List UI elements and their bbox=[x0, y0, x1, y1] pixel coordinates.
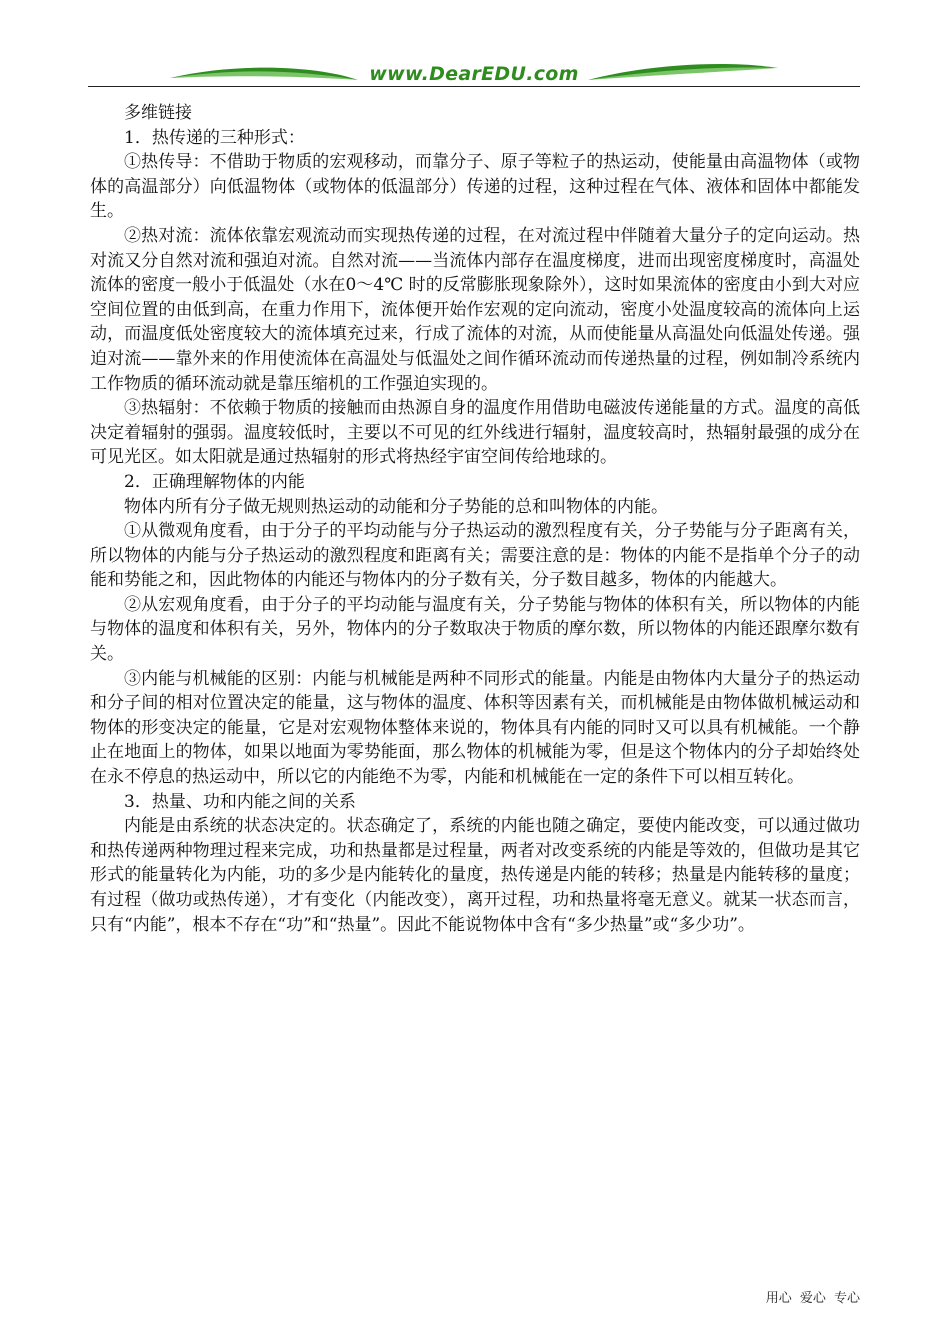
section-heading-internal-energy: 2．正确理解物体的内能 bbox=[124, 471, 305, 492]
paragraph-macroscopic-view: ②从宏观角度看，由于分子的平均动能与温度有关，分子势能与物体的体积有关，所以物体的内能与物体的温度和体积有关，另外，物体内的分子数取决于物质的摩尔数，所以物体的内能还跟摩尔数有关。 bbox=[90, 594, 860, 665]
page-footer: 用心 爱心 专心 bbox=[765, 1291, 860, 1306]
section-heading-heat-transfer: 1．热传递的三种形式： bbox=[124, 127, 305, 148]
paragraph-heat-convection: ②热对流：流体依靠宏观流动而实现热传递的过程，在对流过程中伴随着大量分子的定向运动。热对流又分自然对流和强迫对流。自然对流——当流体内部存在温度梯度，进而出现密度梯度时，高温处流体的密度一般小于低温处（水在0～4℃ 时的反常膨胀现象除外），这时如果流体的密度由小到大对应空间位置的由低到高，在重力作用下，流体便开始作宏观的定向流动，密度小处温度较高的流体向上运动，而温度低处密度较大的流体填充过来，行成了流体的对流，从而使能量从高温处向低温处传递。强迫对流——靠外来的作用使流体在高温处与低温处之间作循环流动而传递热量的过程，例如制冷系统内工作物质的循环流动就是靠压缩机的工作强迫实现的。 bbox=[90, 225, 860, 394]
paragraph-microscopic-view: ①从微观角度看，由于分子的平均动能与分子热运动的激烈程度有关，分子势能与分子距离有关，所以物体的内能与分子热运动的激烈程度和距离有关；需要注意的是：物体的内能不是指单个分子的动能和势能之和，因此物体的内能还与物体内的分子数有关，分子数目越多，物体的内能越大。 bbox=[90, 521, 860, 591]
article-body bbox=[90, 101, 860, 937]
paragraph-heat-conduction: ①热传导：不借助于物质的宏观移动，而靠分子、原子等粒子的热运动，使能量由高温物体（或物体的高温部分）向低温物体（或物体的低温部分）传递的过程，这种过程在气体、液体和固体中都能发生。 bbox=[90, 152, 860, 222]
paragraph-internal-energy-definition: 物体内所有分子做无规则热运动的动能和分子势能的总和叫物体的内能。 bbox=[124, 496, 668, 517]
paragraph-heat-radiation: ③热辐射：不依赖于物质的接触而由热源自身的温度作用借助电磁波传递能量的方式。温度的高低决定着辐射的强弱。温度较低时，主要以不可见的红外线进行辐射，温度较高时，热辐射最强的成分在可见光区。如太阳就是通过热辐射的形式将热经宇宙空间传给地球的。 bbox=[90, 398, 860, 468]
section-heading-multidimensional-links: 多维链接 bbox=[124, 103, 192, 123]
paragraph-internal-vs-mechanical: ③内能与机械能的区别：内能与机械能是两种不同形式的能量。内能是由物体内大量分子的热运动和分子间的相对位置决定的能量，这与物体的温度、体积等因素有关，而机械能是由物体做机械运动和物体的形变决定的能量，它是对宏观物体整体来说的，物体具有内能的同时又可以具有机械能。一个静止在地面上的物体，如果以地面为零势能面，那么物体的机械能为零，但是这个物体内的分子却始终处在永不停息的热运动中，所以它的内能绝不为零，内能和机械能在一定的条件下可以相互转化。 bbox=[90, 668, 860, 788]
page-header bbox=[88, 56, 860, 90]
header-divider bbox=[88, 86, 860, 87]
section-heading-heat-work-relation: 3．热量、功和内能之间的关系 bbox=[124, 791, 356, 812]
paragraph-heat-work-relation: 内能是由系统的状态决定的。状态确定了，系统的内能也随之确定，要使内能改变，可以通过做功和热传递两种物理过程来完成，功和热量都是过程量，两者对改变系统的内能是等效的，但做功是其它形式的能量转化为内能，功的多少是内能转化的量度，热传递是内能的转移；热量是内能转移的量度；有过程（做功或热传递），才有变化（内能改变），离开过程，功和热量将毫无意义。就某一状态而言，只有“内能”，根本不存在“功”和“热量”。因此不能说物体中含有“多少热量”或“多少功”。 bbox=[90, 816, 860, 935]
site-url[interactable]: www.DearEDU.com bbox=[369, 63, 579, 85]
